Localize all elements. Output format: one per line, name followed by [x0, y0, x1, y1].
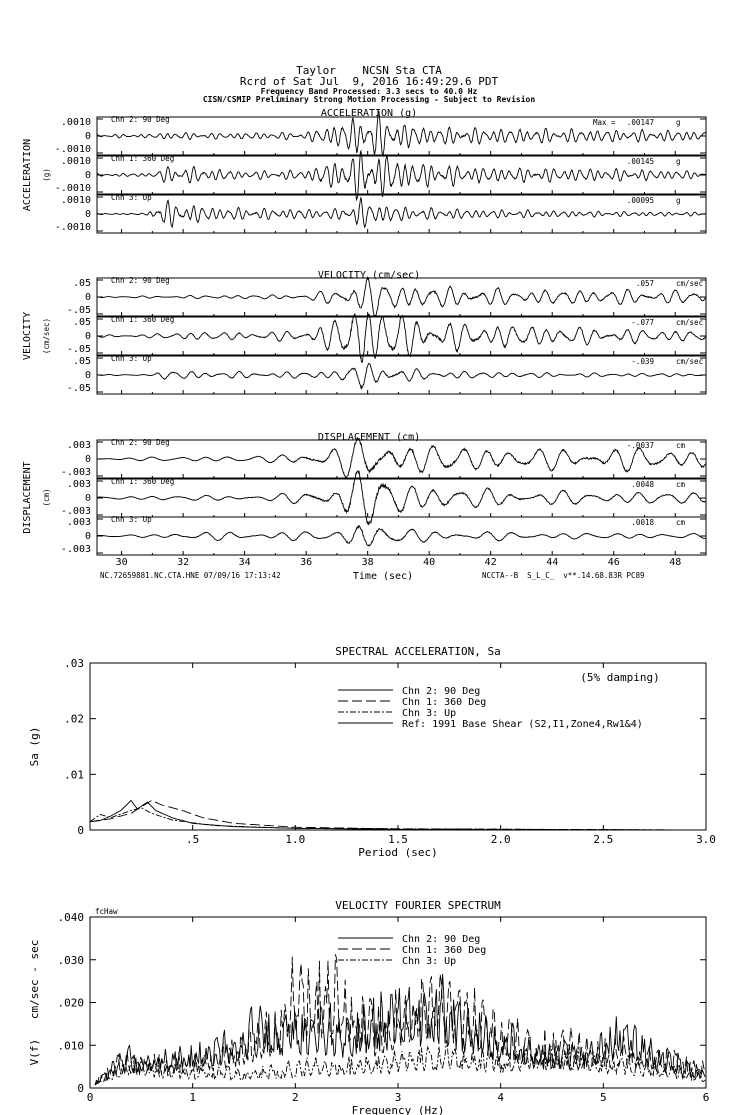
x-tick-label: 1: [189, 1091, 196, 1104]
y-tick-label: -.003: [60, 506, 91, 517]
y-tick-label: .003: [66, 517, 91, 528]
y-axis-label: Sa (g): [28, 726, 41, 767]
y-tick-label: .010: [57, 1039, 84, 1053]
channel-label: Chn 2: 90 Deg: [111, 276, 170, 285]
plot-title: DISPLACEMENT (cm): [317, 432, 421, 443]
footer-left: NC.72659881.NC.CTA.HNE 07/09/16 17:13:42: [100, 571, 281, 580]
y-tick-label: -.05: [66, 344, 91, 355]
x-tick-label: 3: [394, 1091, 402, 1104]
peak-value: .00145: [626, 157, 654, 166]
y-axis-unit: (g): [42, 168, 51, 182]
y-tick-label: -.05: [66, 305, 91, 316]
spectral-acceleration-plot: [28, 645, 716, 859]
legend-label: Chn 2: 90 Deg: [402, 934, 481, 945]
y-tick-label: 0: [84, 493, 91, 504]
y-tick-label: -.003: [60, 467, 91, 478]
x-tick-label: 44: [546, 557, 559, 568]
peak-value: .057: [635, 279, 654, 288]
y-tick-label: .003: [66, 440, 91, 451]
y-tick-label: .0010: [60, 195, 91, 206]
waveform-trace: [97, 278, 706, 317]
plot-title: SPECTRAL ACCELERATION, Sa: [335, 645, 501, 658]
y-tick-label: 0: [84, 292, 91, 303]
x-axis-label: Period (sec): [358, 846, 438, 859]
peak-unit: cm: [676, 480, 686, 489]
y-axis-label: DISPLACEMENT: [22, 461, 33, 534]
y-tick-label: .0010: [60, 156, 91, 167]
channel-label: Chn 1: 360 Deg: [111, 315, 175, 324]
y-tick-label: 0: [77, 824, 84, 837]
footer-right: NCCTA--B S_L_C_ v**.14.68.83R PC89: [482, 571, 645, 580]
x-tick-label: 2.5: [593, 833, 614, 846]
y-tick-label: .0010: [60, 117, 91, 128]
velocity-plot: [22, 270, 706, 394]
max-prefix: Max =: [593, 118, 616, 127]
spectrum-series-line: [95, 974, 705, 1085]
y-tick-label: .05: [72, 356, 91, 367]
peak-value: -.0037: [626, 441, 654, 450]
corner-label: fcHaw: [95, 907, 118, 916]
channel-label: Chn 3: Up: [111, 193, 152, 202]
y-tick-label: .040: [57, 911, 84, 924]
y-tick-label: .020: [57, 996, 84, 1010]
x-tick-label: 30: [115, 557, 128, 568]
y-tick-label: -.0010: [54, 222, 91, 233]
y-axis-label: VELOCITY: [22, 311, 33, 361]
x-tick-label: 38: [361, 557, 374, 568]
plot-title: VELOCITY FOURIER SPECTRUM: [335, 899, 501, 912]
x-axis-label: Frequency (Hz): [351, 1104, 445, 1115]
x-tick-label: 3.0: [696, 833, 716, 846]
waveform-trace: [97, 198, 706, 227]
peak-value: -.077: [631, 318, 654, 327]
y-tick-label: 0: [84, 131, 91, 142]
x-tick-label: 46: [607, 557, 620, 568]
channel-label: Chn 1: 360 Deg: [111, 154, 175, 163]
channel-label: Chn 3: Up: [111, 354, 152, 363]
trace-frame: [97, 156, 706, 194]
waveform-trace: [97, 526, 706, 546]
trace-frame: [97, 517, 706, 555]
frequency-band: Frequency Band Processed: 3.3 secs to 40.0 Hz: [260, 87, 478, 96]
fourier-spectrum-plot: [28, 899, 709, 1115]
channel-label: Chn 1: 360 Deg: [111, 477, 175, 486]
y-tick-label: 0: [84, 331, 91, 342]
y-axis-label: ACCELERATION: [22, 138, 33, 212]
x-tick-label: 6: [702, 1091, 710, 1104]
record-date: Rcrd of Sat Jul 9, 2016 16:49:29.6 PDT: [239, 75, 499, 88]
y-tick-label: .01: [64, 768, 84, 782]
y-tick-label: 0: [84, 170, 91, 181]
x-tick-label: 42: [484, 557, 497, 568]
x-tick-label: 1.5: [388, 833, 408, 846]
legend-label: Chn 3: Up: [402, 708, 457, 719]
damping-note: (5% damping): [580, 671, 660, 684]
y-tick-label: -.05: [66, 383, 91, 394]
x-tick-label: 48: [669, 557, 682, 568]
legend-label: Chn 1: 360 Deg: [402, 697, 487, 708]
y-tick-label: .05: [72, 278, 91, 289]
peak-unit: cm/sec: [676, 357, 704, 366]
plot-title: ACCELERATION (g): [320, 108, 418, 119]
x-tick-label: 36: [300, 557, 313, 568]
plot-frame: [90, 663, 706, 830]
y-tick-label: 0: [84, 209, 91, 220]
x-tick-label: 34: [238, 557, 251, 568]
peak-value: .00095: [626, 196, 654, 205]
y-tick-label: 0: [84, 370, 91, 381]
peak-value: .00147: [626, 118, 654, 127]
x-tick-label: 0: [86, 1091, 94, 1104]
channel-label: Chn 2: 90 Deg: [111, 438, 170, 447]
x-axis-label: Time (sec): [352, 571, 414, 582]
y-axis-unit: (cm/sec): [42, 317, 51, 355]
peak-unit: g: [676, 196, 681, 205]
waveform-trace: [97, 438, 706, 477]
peak-unit: g: [676, 118, 681, 127]
y-tick-label: -.0010: [54, 183, 91, 194]
trace-frame: [97, 278, 706, 316]
peak-unit: cm: [676, 518, 686, 527]
channel-label: Chn 2: 90 Deg: [111, 115, 170, 124]
channel-label: Chn 3: Up: [111, 515, 152, 524]
y-axis-label: V(f) cm/sec - sec: [28, 939, 41, 1066]
y-tick-label: .05: [72, 317, 91, 328]
processing-note: CISN/CSMIP Preliminary Strong Motion Processing - Subject to Revision: [202, 95, 536, 104]
plot-title: VELOCITY (cm/sec): [317, 270, 421, 281]
station-title: Taylor NCSN Sta CTA: [296, 64, 442, 77]
legend-label: Ref: 1991 Base Shear (S2,I1,Zone4,Rw1&4): [402, 719, 643, 730]
y-tick-label: 0: [84, 454, 91, 465]
y-tick-label: .03: [64, 657, 84, 670]
y-tick-label: .003: [66, 479, 91, 490]
peak-unit: g: [676, 157, 681, 166]
x-tick-label: 4: [497, 1091, 504, 1104]
y-tick-label: 0: [77, 1082, 84, 1095]
x-tick-label: 5: [600, 1091, 607, 1104]
x-tick-label: 2.0: [490, 833, 511, 846]
displacement-plot: [22, 432, 706, 582]
y-tick-label: 0: [84, 531, 91, 542]
peak-value: -.039: [631, 357, 654, 366]
y-tick-label: -.0010: [54, 144, 91, 155]
y-tick-label: -.003: [60, 544, 91, 555]
x-tick-label: 32: [177, 557, 190, 568]
peak-unit: cm: [676, 441, 686, 450]
x-tick-label: 2: [292, 1091, 299, 1104]
peak-unit: cm/sec: [676, 318, 704, 327]
peak-unit: cm/sec: [676, 279, 704, 288]
report-header: [203, 64, 536, 104]
peak-value: .0048: [631, 480, 654, 489]
acceleration-plot: [22, 108, 706, 233]
legend-label: Chn 2: 90 Deg: [402, 686, 481, 697]
x-tick-label: .5: [186, 833, 200, 846]
y-axis-unit: (cm): [42, 488, 51, 507]
x-tick-label: 1.0: [285, 833, 306, 846]
x-tick-label: 40: [423, 557, 436, 568]
y-tick-label: .02: [64, 712, 84, 726]
trace-frame: [97, 317, 706, 355]
spectrum-series-line: [95, 1040, 705, 1085]
waveform-trace: [97, 363, 706, 388]
peak-value: .0018: [631, 518, 654, 527]
legend-label: Chn 3: Up: [402, 956, 457, 967]
legend-label: Chn 1: 360 Deg: [402, 945, 487, 956]
y-tick-label: .030: [57, 953, 84, 967]
